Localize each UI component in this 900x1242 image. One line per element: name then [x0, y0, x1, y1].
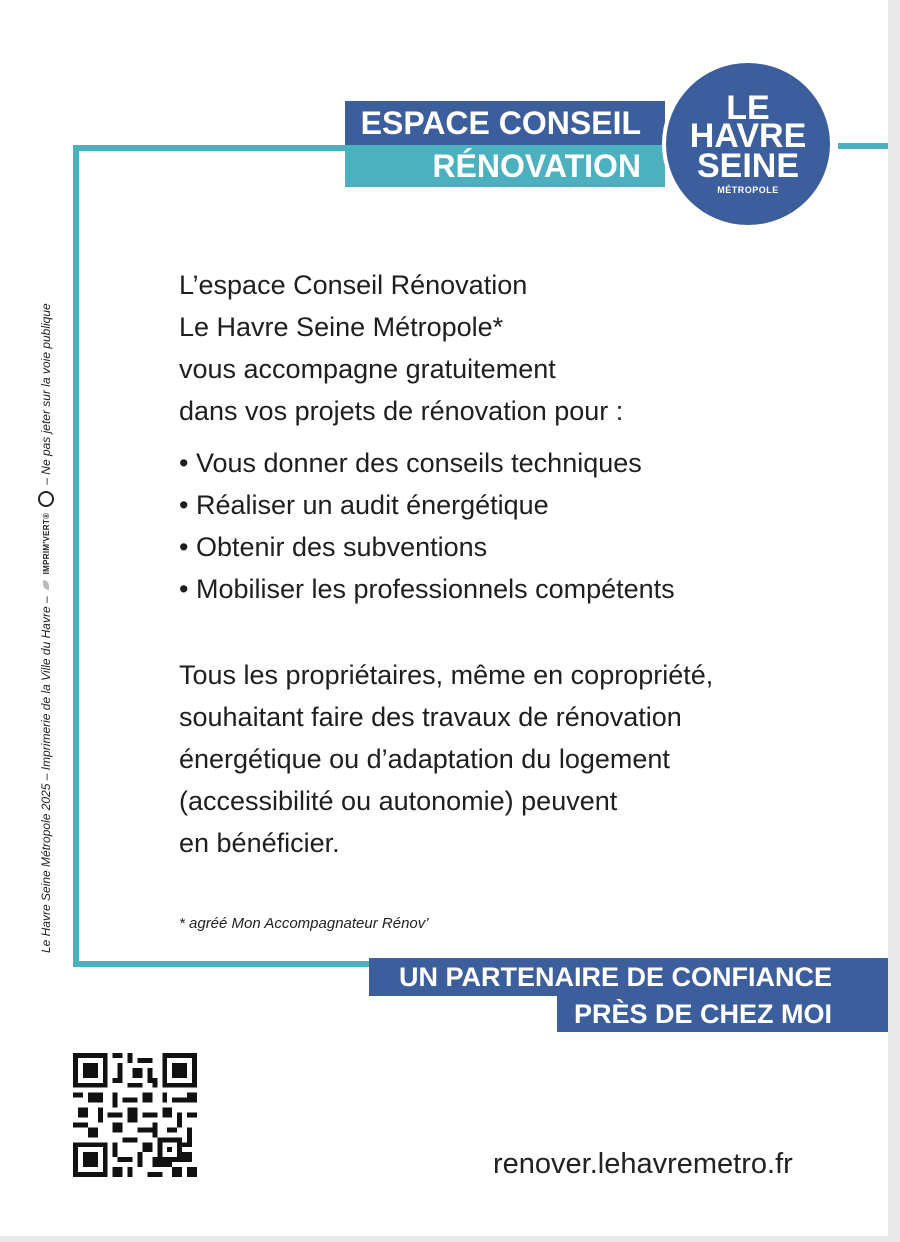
- recycle-icon: [38, 491, 54, 507]
- intro-line: vous accompagne gratuitement: [179, 354, 556, 384]
- intro-line: Le Havre Seine Métropole*: [179, 312, 504, 342]
- frame-bottom-line: [73, 961, 373, 967]
- side-text-printer: Le Havre Seine Métropole 2025 – Imprimerie de la Ville du Havre –: [39, 596, 53, 953]
- bullet-item: • Obtenir des subventions: [179, 532, 488, 562]
- intro-text: [179, 264, 839, 432]
- footnote: * agréé Mon Accompagnateur Rénov’: [179, 915, 429, 932]
- qr-code[interactable]: [73, 1053, 197, 1177]
- paragraph-line: souhaitant faire des travaux de rénovation: [179, 702, 682, 732]
- paragraph-line: (accessibilité ou autonomie) peuvent: [179, 786, 618, 816]
- logo-subtitle: MÉTROPOLE: [717, 185, 779, 195]
- frame-top-left-line: [73, 145, 345, 151]
- side-text-disposal: – Ne pas jeter sur la voie publique: [39, 303, 53, 485]
- logo-line-3: SEINE: [696, 147, 800, 185]
- leaf-icon: [43, 580, 49, 590]
- imprim-vert-label: IMPRIM'VERT®: [41, 512, 51, 575]
- title-line-2: RÉNOVATION: [345, 145, 665, 187]
- frame-left-line: [73, 145, 79, 967]
- tagline-line-1: UN PARTENAIRE DE CONFIANCE: [369, 958, 888, 996]
- website-url[interactable]: renover.lehavremetro.fr: [493, 1148, 793, 1180]
- paragraph-line: en bénéficier.: [179, 828, 340, 858]
- title-line-1: ESPACE CONSEIL: [345, 101, 665, 145]
- side-legal-text: [38, 153, 54, 953]
- bullet-list: [179, 442, 839, 610]
- frame-top-right-line: [838, 143, 888, 149]
- paragraph-line: énergétique ou d’adaptation du logement: [179, 744, 670, 774]
- main-text: [179, 264, 839, 864]
- intro-line: L’espace Conseil Rénovation: [179, 270, 528, 300]
- le-havre-seine-logo: [666, 63, 830, 225]
- eligibility-paragraph: [179, 654, 839, 864]
- paragraph-line: Tous les propriétaires, même en copropriété,: [179, 660, 714, 690]
- bullet-item: • Mobiliser les professionnels compétents: [179, 574, 675, 604]
- logo-line-1: LE: [726, 89, 770, 127]
- bullet-item: • Vous donner des conseils techniques: [179, 448, 642, 478]
- tagline-line-2: PRÈS DE CHEZ MOI: [557, 996, 888, 1032]
- bullet-item: • Réaliser un audit énergétique: [179, 490, 549, 520]
- logo-line-2: HAVRE: [689, 117, 807, 155]
- intro-line: dans vos projets de rénovation pour :: [179, 396, 624, 426]
